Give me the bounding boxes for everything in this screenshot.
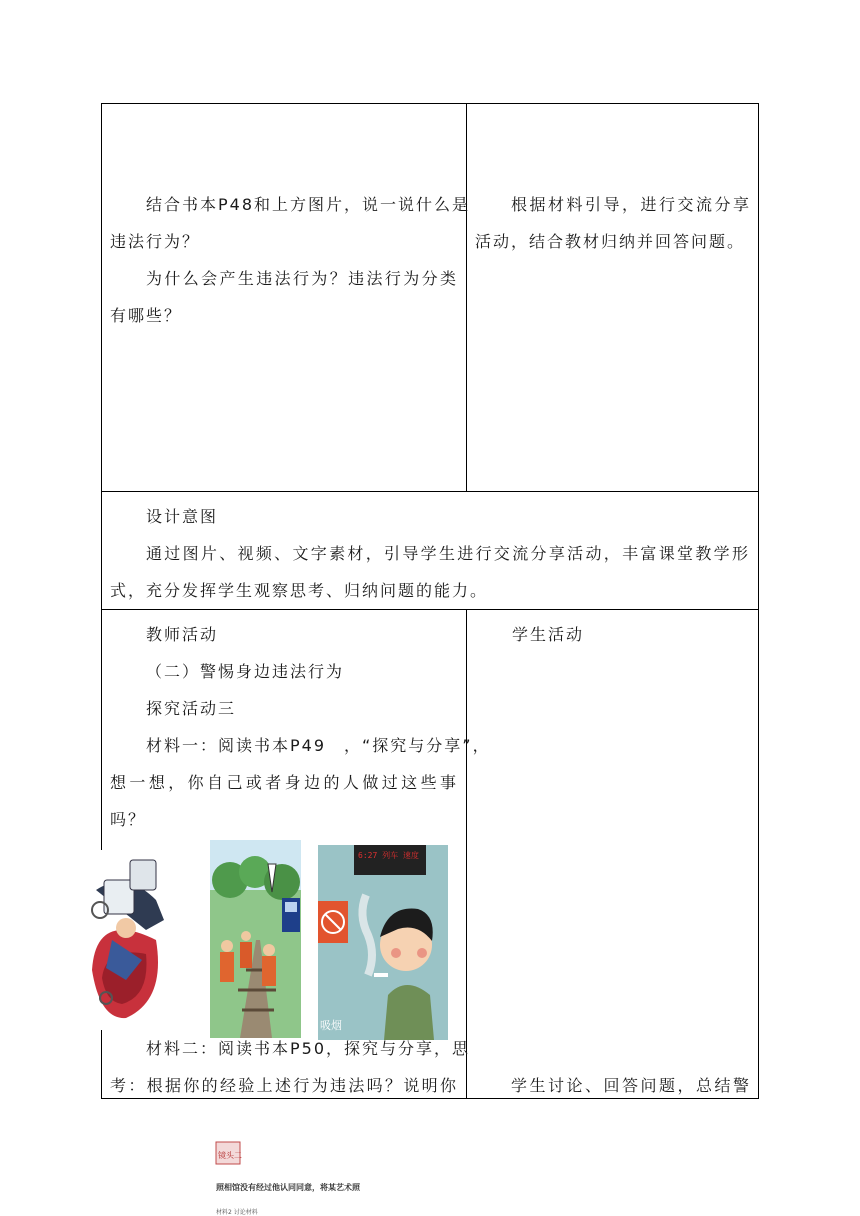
footer-material-snippet	[214, 1140, 360, 1216]
row-divider-2	[101, 609, 759, 610]
column-divider-row3	[466, 609, 467, 1099]
design-line-1: 通过图片、视频、文字素材，引导学生进行交流分享活动，丰富课堂教学形	[146, 544, 750, 563]
student-summary-text	[475, 1067, 751, 1104]
row1-teacher-line-3: 为什么会产生违法行为？违法行为分类	[146, 269, 458, 288]
footer-snippet-line1: 照相馆没有经过他认同同意，将某艺术照	[216, 1183, 360, 1192]
row1-student-line-2: 活动，结合教材归纳并回答问题。	[475, 232, 746, 251]
footer-snippet-tag: 镜头二	[218, 1151, 242, 1160]
activity-title: 探究活动三	[146, 699, 237, 718]
table-top-border	[101, 103, 759, 104]
design-line-2: 式，充分发挥学生观察思考、归纳问题的能力。	[110, 581, 489, 600]
material2-line-1: 材料二：阅读书本P50，探究与分享，思	[146, 1039, 471, 1058]
design-text	[110, 535, 750, 609]
material1-line-1: 材料一：阅读书本P49 ，“探究与分享”，	[146, 736, 491, 755]
column-divider-row1	[466, 103, 467, 492]
row1-student-text	[475, 186, 751, 260]
cartoon-illustration-2	[210, 840, 301, 1038]
row1-teacher-line-4: 有哪些？	[110, 306, 183, 325]
row1-teacher-text	[110, 186, 471, 334]
cartoon-illustration-1	[86, 850, 168, 1030]
material1-text	[110, 727, 491, 838]
train-display-text: 6:27 列车 速度	[358, 851, 419, 860]
row1-student-line-1: 根据材料引导，进行交流分享	[511, 195, 751, 214]
table-right-border	[758, 103, 759, 1099]
row-divider-1	[101, 491, 759, 492]
row1-teacher-line-2: 违法行为？	[110, 232, 201, 251]
student-activity-header: 学生活动	[512, 625, 585, 644]
cartoon-illustration-3	[318, 845, 448, 1040]
footer-snippet-line2: 材料2 讨论材料	[216, 1209, 258, 1216]
material2-text	[110, 1030, 471, 1104]
section-title: （二）警惕身边违法行为	[146, 662, 345, 681]
material2-line-2: 考：根据你的经验上述行为违法吗？说明你	[110, 1076, 458, 1095]
teacher-activity-header: 教师活动	[146, 625, 219, 644]
material1-line-2: 想一想，你自己或者身边的人做过这些事	[110, 773, 458, 792]
material1-line-3: 吗？	[110, 810, 147, 829]
row1-teacher-line-1: 结合书本P48和上方图片，说一说什么是	[146, 195, 471, 214]
no-smoking-sign-text: 吸烟	[320, 1019, 342, 1032]
design-title: 设计意图	[146, 507, 219, 526]
student-summary-line: 学生讨论、回答问题，总结警	[511, 1076, 751, 1095]
